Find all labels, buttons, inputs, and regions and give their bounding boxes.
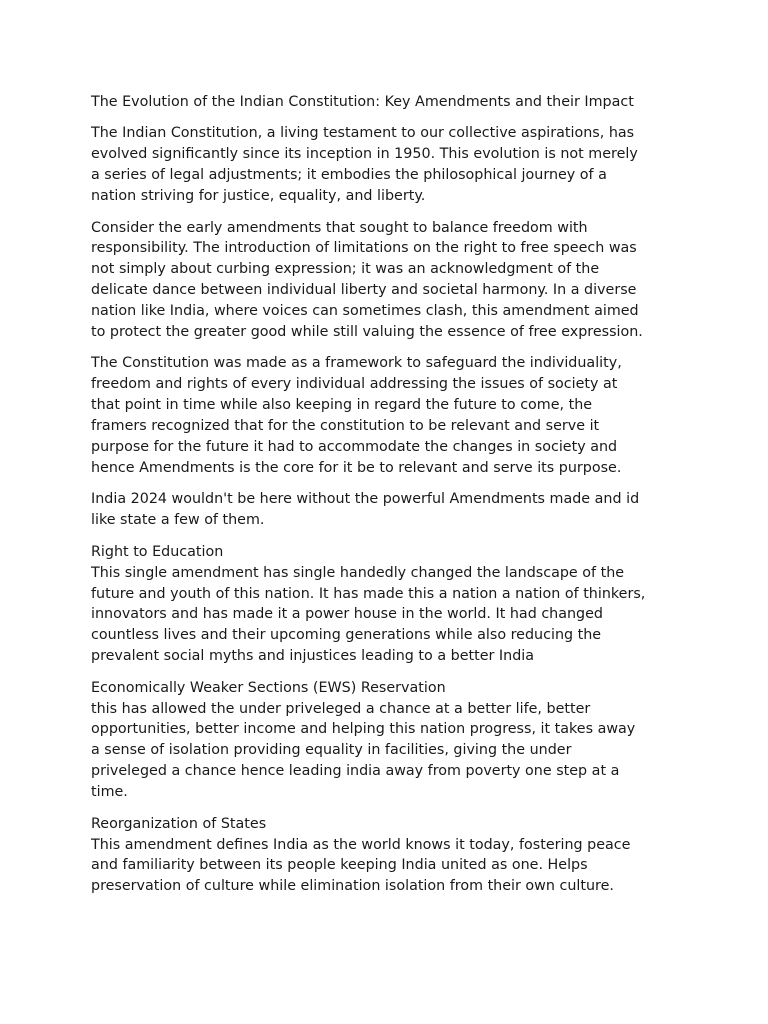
section-body: this has allowed the under priveleged a chance at a better life, better opportunities, better income and helping this nation progress, it takes away a sense of isolation providing equality in facilities, giving the under priveleged a chance hence leading india away from poverty one step at a time. [91, 700, 636, 801]
document-title: The Evolution of the Indian Constitution: Key Amendments and their Impact [91, 94, 634, 110]
paragraph-early-amendments: Consider the early amendments that sought to balance freedom with responsibility. The introduction of limitations on the right to free speech was not simply about curbing expression; it was an acknowledgment of the delicate dance between individual liberty and societal harmony. In a diverse nation like India, where voices can sometimes clash, this amendment aimed to protect the greater good while still valuing the essence of free expression. [91, 219, 643, 341]
paragraph-constitution-framework: The Constitution was made as a framework to safeguard the individuality, freedom and rights of every individual addressing the issues of society at that point in time while also keeping in regard the future to come, the framers recognized that for the constitution to be relevant and serve it purpose for the future it had to accommodate the changes in society and hence Amendments is the core for it be to relevant and serve its purpose. [91, 355, 622, 476]
document-page [91, 92, 691, 908]
section-heading: Right to Education [91, 543, 224, 560]
section-body: This single amendment has single handedly changed the landscape of the future and youth of this nation. It has made this a nation a nation of thinkers, innovators and has made it a power house in the world. It had changed countless lives and their upcoming generations while also reducing the prevalent social myths and injustices leading to a better India [91, 564, 646, 665]
paragraph-intro: The Indian Constitution, a living testament to our collective aspirations, has evolved significantly since its inception in 1950. This evolution is not merely a series of legal adjustments; it embodies the philosophical journey of a nation striving for justice, equality, and liberty. [91, 125, 638, 205]
section-ews-reservation [91, 678, 691, 803]
section-right-to-education [91, 542, 691, 667]
section-heading: Reorganization of States [91, 815, 267, 832]
paragraph-india-2024: India 2024 wouldn't be here without the powerful Amendments made and id like state a few of them. [91, 491, 640, 529]
section-reorganization-of-states [91, 814, 691, 898]
section-body: This amendment defines India as the world knows it today, fostering peace and familiarity between its people keeping India united as one. Helps preservation of culture while elimination isolation from their own culture. [91, 836, 631, 895]
section-heading: Economically Weaker Sections (EWS) Reservation [91, 679, 446, 696]
